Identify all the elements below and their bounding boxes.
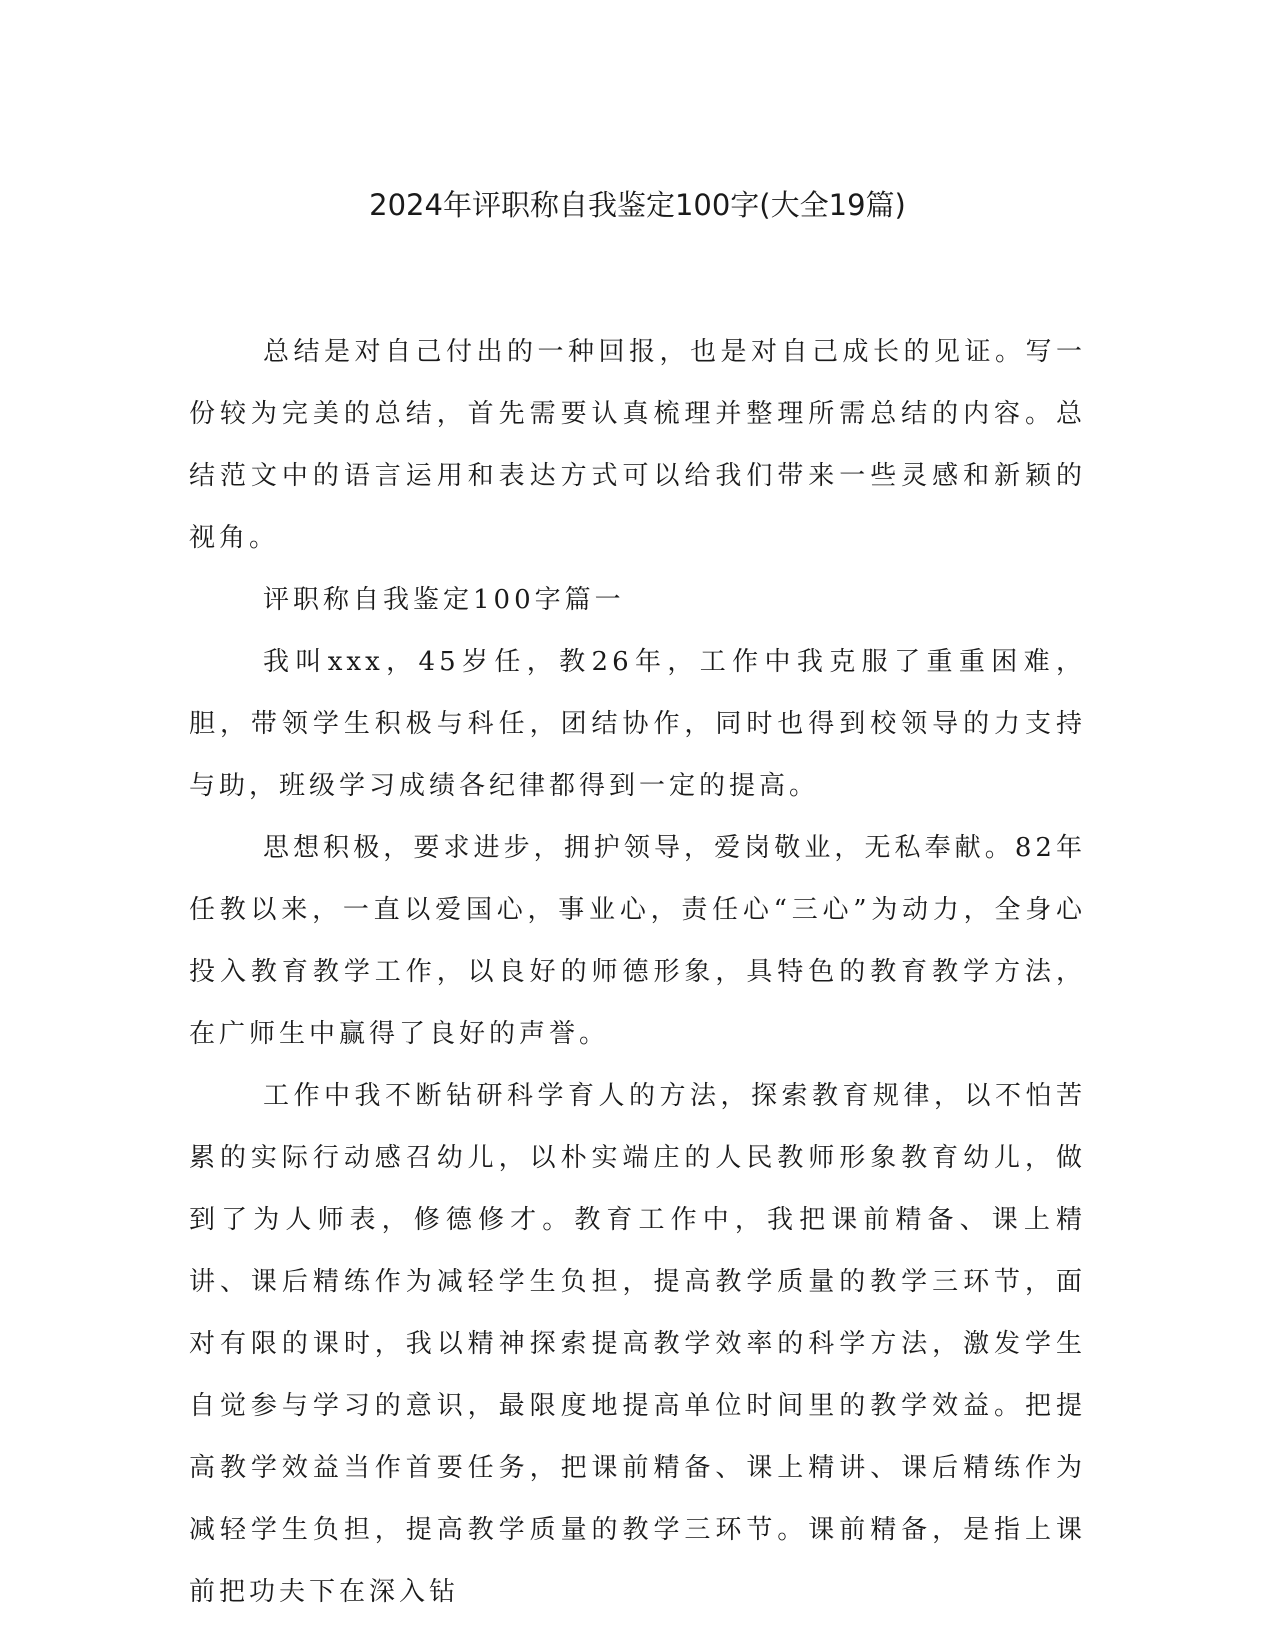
- section-heading: 评职称自我鉴定100字篇一: [263, 585, 625, 615]
- document-title: 2024年评职称自我鉴定100字(大全19篇): [369, 188, 906, 222]
- document-body: [189, 321, 1086, 1623]
- body-paragraph: 工作中我不断钻研科学育人的方法，探索教育规律，以不怕苦累的实际行动感召幼儿，以朴实端庄的人民教师形象教育幼儿，做到了为人师表，修德修才。教育工作中，我把课前精备、课上精讲、课后精练作为减轻学生负担，提高教学质量的教学三环节，面对有限的课时，我以精神探索提高教学效率的科学方法，激发学生自觉参与学习的意识，最限度地提高单位时间里的教学效益。把提高教学效益当作首要任务，把课前精备、课上精讲、课后精练作为减轻学生负担，提高教学质量的教学三环节。课前精备，是指上课前把功夫下在深入钻: [189, 1081, 1086, 1607]
- intro-paragraph: 总结是对自己付出的一种回报，也是对自己成长的见证。写一份较为完美的总结，首先需要认真梳理并整理所需总结的内容。总结范文中的语言运用和表达方式可以给我们带来一些灵感和新颖的视角。: [189, 337, 1086, 553]
- body-paragraph: 我叫xxx，45岁任，教26年，工作中我克服了重重困难，胆，带领学生积极与科任，团结协作，同时也得到校领导的力支持与助，班级学习成绩各纪律都得到一定的提高。: [189, 647, 1086, 801]
- body-paragraph: 思想积极，要求进步，拥护领导，爱岗敬业，无私奉献。82年任教以来，一直以爱国心，事业心，责任心“三心”为动力，全身心投入教育教学工作，以良好的师德形象，具特色的教育教学方法，在广师生中赢得了良好的声誉。: [189, 833, 1086, 1049]
